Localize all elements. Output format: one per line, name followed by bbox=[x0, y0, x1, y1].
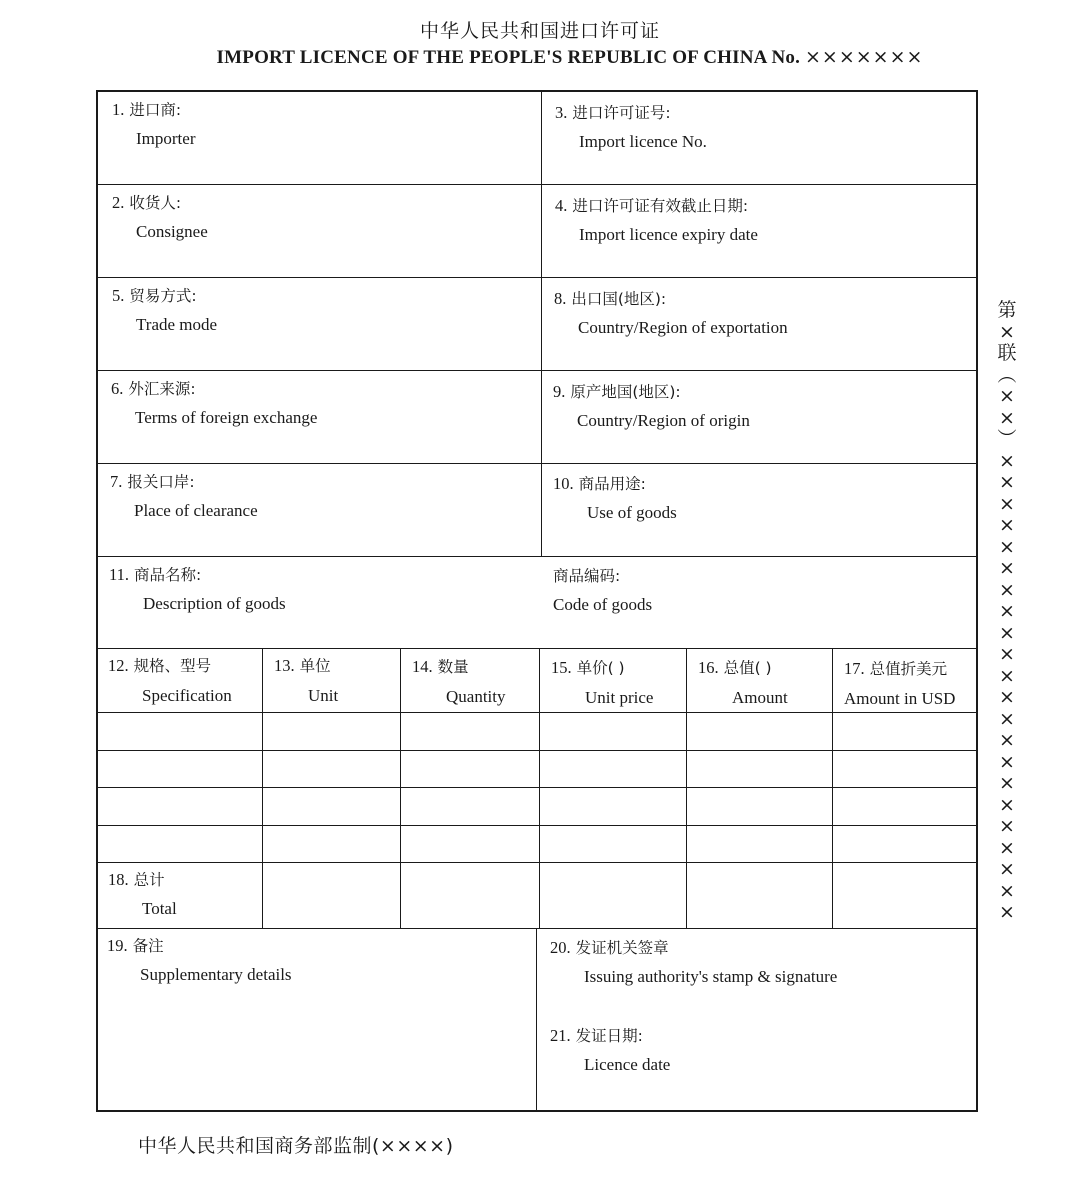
side-note-char: × bbox=[999, 492, 1015, 515]
side-note-char: × bbox=[999, 793, 1015, 816]
row-divider bbox=[98, 277, 978, 278]
copy-number-side-note bbox=[996, 300, 1018, 924]
field-number: 7. bbox=[110, 472, 123, 491]
column-label-en: Specification bbox=[142, 685, 232, 705]
column-label-cn: 单位 bbox=[299, 657, 331, 675]
field-number: 20. bbox=[550, 938, 571, 957]
field-number: 13. bbox=[274, 656, 295, 675]
field-use-of-goods[interactable] bbox=[553, 476, 677, 521]
row-divider bbox=[98, 184, 978, 185]
field-label-en: Terms of foreign exchange bbox=[135, 407, 318, 427]
column-header-quantity bbox=[412, 659, 536, 705]
column-label-cn: 数量 bbox=[437, 658, 469, 676]
field-consignee[interactable] bbox=[112, 195, 208, 240]
side-note-char: × bbox=[999, 385, 1015, 407]
field-label-cn: 进口许可证号: bbox=[572, 104, 671, 122]
field-label-cn: 贸易方式: bbox=[129, 287, 197, 305]
field-label-cn: 进口许可证有效截止日期: bbox=[572, 197, 749, 215]
row-divider bbox=[98, 648, 978, 649]
field-number: 3. bbox=[555, 103, 568, 122]
table-row[interactable] bbox=[98, 787, 978, 825]
field-label-en: Code of goods bbox=[553, 594, 653, 614]
column-label-cn: 规格、型号 bbox=[133, 657, 212, 675]
side-note-char: × bbox=[999, 686, 1015, 708]
field-number: 1. bbox=[112, 100, 125, 119]
table-row-divider bbox=[98, 862, 978, 863]
row-divider bbox=[98, 463, 978, 464]
field-label-en: Supplementary details bbox=[140, 964, 292, 984]
column-label-en: Unit price bbox=[585, 687, 654, 707]
field-label-cn: 外汇来源: bbox=[128, 380, 196, 398]
field-licence-expiry-date[interactable] bbox=[555, 198, 758, 243]
row-divider bbox=[98, 928, 978, 929]
licence-number: ××××××× bbox=[805, 46, 924, 68]
licence-form bbox=[96, 90, 978, 1112]
field-label-en: Country/Region of origin bbox=[577, 410, 750, 430]
field-number: 10. bbox=[553, 474, 574, 493]
side-note-char: ︶ bbox=[997, 428, 1017, 450]
field-number: 5. bbox=[112, 286, 125, 305]
side-note-char: × bbox=[999, 815, 1015, 837]
field-label-cn: 发证日期: bbox=[575, 1027, 643, 1045]
field-label-en: Licence date bbox=[584, 1054, 671, 1074]
supervisor-footer: 中华人民共和国商务部监制(××××) bbox=[138, 1135, 454, 1157]
column-label-en: Unit bbox=[308, 685, 339, 705]
field-label-en: Import licence No. bbox=[579, 131, 707, 151]
field-code-of-goods[interactable] bbox=[553, 569, 652, 613]
field-number: 21. bbox=[550, 1026, 571, 1045]
side-note-char: × bbox=[999, 707, 1015, 730]
field-label-cn: 备注 bbox=[132, 937, 164, 955]
column-header-amount bbox=[698, 660, 830, 706]
field-label-en: Issuing authority's stamp & signature bbox=[584, 966, 838, 986]
field-number: 15. bbox=[551, 658, 572, 677]
column-divider bbox=[541, 92, 542, 556]
title-english bbox=[0, 46, 1080, 69]
side-note-char: × bbox=[999, 879, 1015, 902]
side-note-char: × bbox=[999, 621, 1015, 644]
side-note-char: × bbox=[999, 729, 1015, 751]
side-note-char: × bbox=[999, 535, 1015, 558]
field-supplementary-details[interactable] bbox=[107, 938, 292, 983]
field-country-of-exportation[interactable] bbox=[554, 291, 788, 336]
field-label-cn: 收货人: bbox=[129, 194, 182, 212]
field-number: 4. bbox=[555, 196, 568, 215]
field-number: 17. bbox=[844, 659, 865, 678]
field-label-cn: 商品编码: bbox=[553, 567, 621, 585]
field-number: 8. bbox=[554, 289, 567, 308]
field-label-cn: 进口商: bbox=[129, 101, 182, 119]
field-licence-date[interactable] bbox=[550, 1028, 670, 1073]
column-label-en: Amount in USD bbox=[844, 688, 956, 708]
column-header-unit-price bbox=[551, 660, 683, 706]
table-row[interactable] bbox=[98, 750, 978, 787]
column-label-cn: 单价( ) bbox=[576, 659, 625, 677]
field-description-of-goods[interactable] bbox=[109, 567, 286, 612]
column-label-cn: 总值折美元 bbox=[869, 660, 948, 678]
side-note-char: × bbox=[999, 578, 1015, 601]
table-row[interactable] bbox=[98, 712, 978, 750]
field-label-en: Use of goods bbox=[587, 502, 677, 522]
side-note-char: × bbox=[999, 858, 1015, 880]
field-number: 18. bbox=[108, 870, 129, 889]
field-label-en: Place of clearance bbox=[134, 500, 258, 520]
field-label-cn: 报关口岸: bbox=[127, 473, 195, 491]
field-label-cn: 出口国(地区): bbox=[571, 290, 667, 308]
side-note-char: × bbox=[999, 901, 1015, 923]
field-label-cn: 商品名称: bbox=[133, 566, 202, 584]
column-label-cn: 总值( ) bbox=[723, 659, 772, 677]
field-number: 12. bbox=[108, 656, 129, 675]
side-note-char: × bbox=[999, 320, 1015, 343]
title-chinese: 中华人民共和国进口许可证 bbox=[419, 20, 660, 42]
side-note-char: × bbox=[999, 449, 1015, 472]
field-number: 6. bbox=[111, 379, 124, 398]
side-note-char: 联 bbox=[997, 342, 1017, 364]
side-note-char: × bbox=[999, 471, 1015, 493]
side-note-char: × bbox=[999, 600, 1015, 622]
column-header-specification bbox=[108, 658, 258, 704]
field-label-en: Trade mode bbox=[136, 314, 218, 334]
column-header-unit bbox=[274, 658, 396, 704]
field-number: 9. bbox=[553, 382, 566, 401]
side-note-char: × bbox=[999, 514, 1015, 536]
field-trade-mode[interactable] bbox=[112, 288, 217, 333]
field-importer[interactable] bbox=[112, 102, 195, 147]
field-label-en: Consignee bbox=[136, 221, 208, 241]
side-note-char: × bbox=[999, 557, 1015, 579]
field-number: 2. bbox=[112, 193, 125, 212]
field-label-cn: 总计 bbox=[133, 871, 165, 889]
field-place-of-clearance[interactable] bbox=[110, 474, 258, 519]
field-issuing-authority-stamp[interactable] bbox=[550, 940, 837, 985]
column-divider bbox=[536, 928, 537, 1112]
field-label-en: Description of goods bbox=[143, 593, 286, 613]
side-note-char: × bbox=[999, 836, 1015, 859]
table-row[interactable] bbox=[98, 825, 978, 862]
side-note-char: 第 bbox=[997, 299, 1017, 321]
field-country-of-origin[interactable] bbox=[553, 384, 750, 429]
field-foreign-exchange[interactable] bbox=[111, 381, 317, 426]
field-number: 11. bbox=[109, 565, 130, 584]
total-row-label bbox=[108, 872, 177, 917]
side-note-char: ︵ bbox=[997, 363, 1017, 386]
field-number: 14. bbox=[412, 657, 433, 676]
side-note-char: × bbox=[999, 750, 1015, 773]
side-note-char: × bbox=[999, 772, 1015, 794]
side-note-char: × bbox=[999, 406, 1015, 429]
row-divider bbox=[98, 556, 978, 557]
column-header-amount-usd bbox=[844, 661, 976, 707]
field-label-en: Import licence expiry date bbox=[579, 224, 758, 244]
field-label-cn: 原产地国(地区): bbox=[570, 383, 681, 401]
field-label-cn: 发证机关签章 bbox=[575, 939, 669, 957]
field-number: 19. bbox=[107, 936, 128, 955]
field-label-en: Importer bbox=[136, 128, 196, 148]
title-english-text: IMPORT LICENCE OF THE PEOPLE'S REPUBLIC OF CHINA No. bbox=[216, 47, 801, 68]
column-label-en: Quantity bbox=[446, 686, 506, 706]
goods-table-body bbox=[98, 712, 978, 862]
field-label-en: Country/Region of exportation bbox=[578, 317, 788, 337]
side-note-char: × bbox=[999, 643, 1015, 665]
side-note-char: × bbox=[999, 664, 1015, 687]
field-label-en: Total bbox=[142, 898, 177, 918]
field-label-cn: 商品用途: bbox=[578, 475, 646, 493]
column-label-en: Amount bbox=[732, 687, 788, 707]
row-divider bbox=[98, 370, 978, 371]
field-number: 16. bbox=[698, 658, 719, 677]
field-import-licence-no[interactable] bbox=[555, 105, 707, 150]
